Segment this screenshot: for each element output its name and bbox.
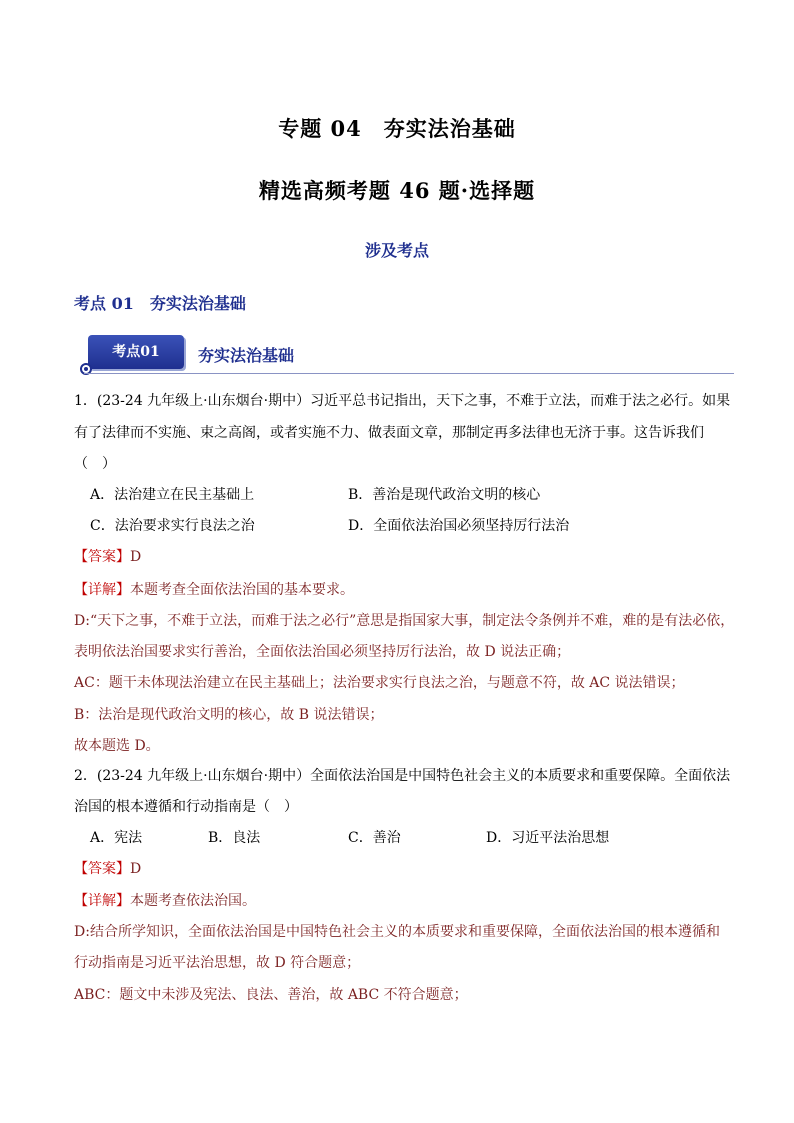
question-1-explain-line-1: D:“天下之事，不难于立法，而难于法之必行”意思是指国家大事，制定法令条例并不难，难的是有法必依， [74,613,735,629]
question-1-answer [74,547,141,567]
knowledge-point-heading: 考点 01 夯实法治基础 [74,294,246,313]
question-2-stem-line-2: 治国的根本遵循和行动指南是（ ） [74,799,298,815]
detail-label: 【详解】 [74,893,130,909]
question-1-option-b: B．善治是现代政治文明的核心 [348,487,541,503]
question-2-option-b: B．良法 [208,830,261,846]
knowledge-point-badge [88,335,186,371]
section-divider [84,373,734,374]
detail-label: 【详解】 [74,582,130,598]
question-1-option-d: D．全面依法治国必须坚持厉行法治 [348,518,570,534]
question-1-explain-line-2: 表明依法治国要求实行善治，全面依法治国必须坚持厉行法治，故 D 说法正确； [74,644,571,660]
question-1-explain-line-3: AC：题干未体现法治建立在民主基础上；法治要求实行良法之治，与题意不符，故 AC 说法错误； [74,675,685,691]
detail-intro: 本题考查全面依法治国的基本要求。 [130,582,354,598]
question-2-stem-line-1: 2．(23-24 九年级上·山东烟台·期中）全面依法治国是中国特色社会主义的本质要求和重要保障。全面依法 [74,768,731,784]
question-1-explain-line-5: 故本题选 D。 [74,738,160,754]
question-1-option-a: A．法治建立在民主基础上 [90,487,255,503]
question-1-option-c: C．法治要求实行良法之治 [90,518,255,534]
question-1-stem-line-3: （ ） [74,456,116,472]
question-2-option-a: A．宪法 [90,830,143,846]
question-1-stem-line-1: 1．(23-24 九年级上·山东烟台·期中）习近平总书记指出，天下之事，不难于立法，而难于法之必行。如果 [74,393,731,409]
question-2-option-c: C．善治 [348,830,401,846]
answer-label: 【答案】 [74,861,130,877]
question-2-explain-line-2: 行动指南是习近平法治思想，故 D 符合题意； [74,955,361,971]
question-2-answer [74,859,141,879]
question-2-explain-line-3: ABC：题文中未涉及宪法、良法、善治，故 ABC 不符合题意； [74,987,468,1003]
document-title: 专题 04 夯实法治基础 [278,116,516,141]
question-1-explain-line-4: B：法治是现代政治文明的核心，故 B 说法错误； [74,707,384,723]
badge-label: 考点01 [112,344,160,360]
answer-label: 【答案】 [74,549,130,565]
document-subtitle: 精选高频考题 46 题·选择题 [258,178,536,203]
knowledge-point-title: 夯实法治基础 [198,346,295,365]
answer-value: D [130,861,142,877]
involve-heading: 涉及考点 [364,241,429,260]
question-2-option-d: D．习近平法治思想 [486,830,610,846]
question-2-detail [74,891,256,911]
question-1-detail [74,580,354,600]
question-1-stem-line-2: 有了法律而不实施、束之高阁，或者实施不力、做表面文章，那制定再多法律也无济于事。这告诉我们 [74,425,704,441]
answer-value: D [130,549,142,565]
question-2-explain-line-1: D:结合所学知识，全面依法治国是中国特色社会主义的本质要求和重要保障，全面依法治国的根本遵循和 [74,924,720,940]
detail-intro: 本题考查依法治国。 [130,893,256,909]
